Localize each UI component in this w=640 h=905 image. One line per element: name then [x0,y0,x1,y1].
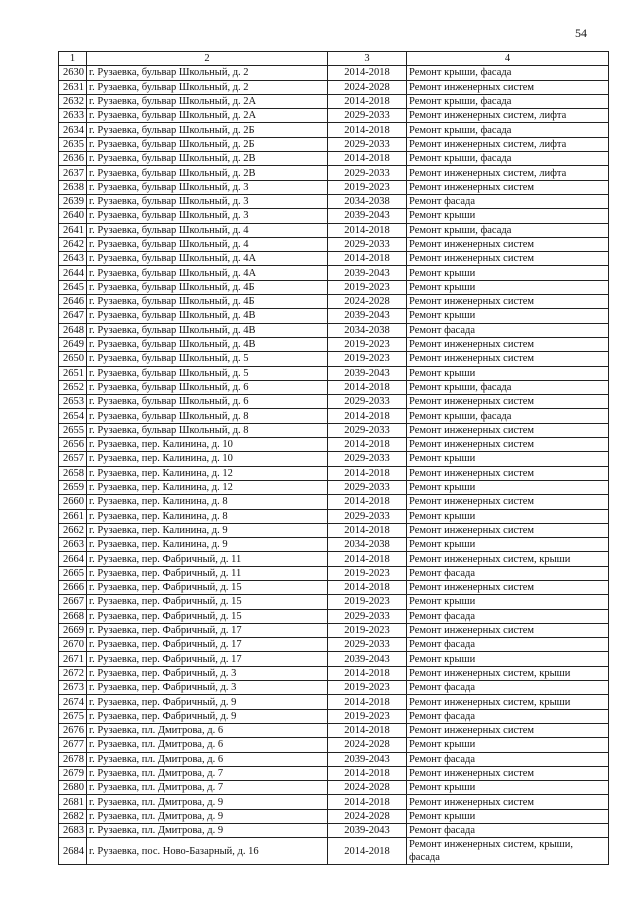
row-number-cell: 2650 [59,352,87,366]
row-number-cell: 2645 [59,280,87,294]
table-row [59,280,609,294]
table-row [59,337,609,351]
table-row [59,638,609,652]
period-cell: 2019-2023 [328,681,407,695]
work-type-cell: Ремонт инженерных систем [407,180,609,194]
table-row [59,752,609,766]
row-number-cell: 2670 [59,638,87,652]
table-row [59,695,609,709]
period-cell: 2014-2018 [328,152,407,166]
row-number-cell: 2634 [59,123,87,137]
row-number-cell: 2663 [59,538,87,552]
row-number-cell: 2638 [59,180,87,194]
work-type-cell: Ремонт инженерных систем, крыши [407,552,609,566]
address-cell: г. Рузаевка, бульвар Школьный, д. 4Б [87,295,328,309]
period-cell: 2014-2018 [328,495,407,509]
table-row [59,323,609,337]
row-number-cell: 2674 [59,695,87,709]
period-cell: 2014-2018 [328,438,407,452]
address-cell: г. Рузаевка, бульвар Школьный, д. 2 [87,66,328,80]
work-type-cell: Ремонт фасада [407,194,609,208]
address-cell: г. Рузаевка, бульвар Школьный, д. 3 [87,180,328,194]
work-type-cell: Ремонт крыши [407,452,609,466]
table-row [59,180,609,194]
period-cell: 2024-2028 [328,295,407,309]
row-number-cell: 2678 [59,752,87,766]
row-number-cell: 2643 [59,252,87,266]
work-type-cell: Ремонт инженерных систем [407,623,609,637]
address-cell: г. Рузаевка, бульвар Школьный, д. 5 [87,352,328,366]
table-row [59,652,609,666]
work-type-cell: Ремонт инженерных систем [407,438,609,452]
period-cell: 2019-2023 [328,709,407,723]
work-type-cell: Ремонт инженерных систем [407,795,609,809]
address-cell: г. Рузаевка, пл. Дмитрова, д. 6 [87,723,328,737]
address-cell: г. Рузаевка, пер. Фабричный, д. 15 [87,609,328,623]
address-cell: г. Рузаевка, пл. Дмитрова, д. 9 [87,795,328,809]
period-cell: 2024-2028 [328,809,407,823]
address-cell: г. Рузаевка, пер. Фабричный, д. 17 [87,623,328,637]
period-cell: 2039-2043 [328,652,407,666]
period-cell: 2039-2043 [328,824,407,838]
work-type-cell: Ремонт инженерных систем, крыши, фасада [407,838,609,865]
address-cell: г. Рузаевка, пл. Дмитрова, д. 9 [87,824,328,838]
address-cell: г. Рузаевка, пер. Фабричный, д. 3 [87,681,328,695]
period-cell: 2014-2018 [328,409,407,423]
table-row [59,723,609,737]
row-number-cell: 2679 [59,766,87,780]
table-row [59,309,609,323]
row-number-cell: 2684 [59,838,87,865]
table-row [59,523,609,537]
work-type-cell: Ремонт крыши [407,652,609,666]
column-header-1: 1 [59,52,87,66]
period-cell: 2039-2043 [328,209,407,223]
repair-schedule-table [58,51,609,865]
period-cell: 2014-2018 [328,666,407,680]
work-type-cell: Ремонт крыши, фасада [407,123,609,137]
row-number-cell: 2658 [59,466,87,480]
column-header-2: 2 [87,52,328,66]
row-number-cell: 2635 [59,137,87,151]
work-type-cell: Ремонт крыши [407,366,609,380]
period-cell: 2029-2033 [328,109,407,123]
address-cell: г. Рузаевка, пер. Калинина, д. 12 [87,480,328,494]
address-cell: г. Рузаевка, пер. Фабричный, д. 17 [87,638,328,652]
period-cell: 2014-2018 [328,838,407,865]
period-cell: 2029-2033 [328,423,407,437]
row-number-cell: 2665 [59,566,87,580]
work-type-cell: Ремонт инженерных систем [407,337,609,351]
row-number-cell: 2668 [59,609,87,623]
work-type-cell: Ремонт инженерных систем [407,523,609,537]
table-row [59,395,609,409]
table-row [59,795,609,809]
row-number-cell: 2636 [59,152,87,166]
period-cell: 2034-2038 [328,538,407,552]
row-number-cell: 2672 [59,666,87,680]
period-cell: 2024-2028 [328,738,407,752]
period-cell: 2029-2033 [328,166,407,180]
table-row [59,766,609,780]
work-type-cell: Ремонт инженерных систем [407,580,609,594]
work-type-cell: Ремонт крыши [407,781,609,795]
address-cell: г. Рузаевка, бульвар Школьный, д. 2А [87,94,328,108]
row-number-cell: 2630 [59,66,87,80]
work-type-cell: Ремонт фасада [407,638,609,652]
period-cell: 2029-2033 [328,237,407,251]
work-type-cell: Ремонт крыши, фасада [407,380,609,394]
period-cell: 2014-2018 [328,695,407,709]
work-type-cell: Ремонт инженерных систем, крыши [407,695,609,709]
row-number-cell: 2637 [59,166,87,180]
table-row [59,809,609,823]
work-type-cell: Ремонт фасада [407,323,609,337]
row-number-cell: 2648 [59,323,87,337]
row-number-cell: 2642 [59,237,87,251]
work-type-cell: Ремонт крыши [407,280,609,294]
table-row [59,94,609,108]
table-row [59,566,609,580]
period-cell: 2014-2018 [328,223,407,237]
work-type-cell: Ремонт инженерных систем [407,466,609,480]
row-number-cell: 2632 [59,94,87,108]
row-number-cell: 2677 [59,738,87,752]
work-type-cell: Ремонт крыши, фасада [407,409,609,423]
period-cell: 2019-2023 [328,595,407,609]
table-row [59,495,609,509]
row-number-cell: 2662 [59,523,87,537]
row-number-cell: 2673 [59,681,87,695]
address-cell: г. Рузаевка, пер. Фабричный, д. 17 [87,652,328,666]
page-number: 54 [575,26,587,40]
period-cell: 2029-2033 [328,480,407,494]
work-type-cell: Ремонт инженерных систем [407,237,609,251]
row-number-cell: 2661 [59,509,87,523]
table-row [59,838,609,865]
work-type-cell: Ремонт крыши, фасада [407,94,609,108]
address-cell: г. Рузаевка, бульвар Школьный, д. 4В [87,337,328,351]
table-row [59,466,609,480]
work-type-cell: Ремонт крыши [407,809,609,823]
table-row [59,166,609,180]
period-cell: 2039-2043 [328,366,407,380]
address-cell: г. Рузаевка, пер. Фабричный, д. 15 [87,595,328,609]
address-cell: г. Рузаевка, пер. Фабричный, д. 9 [87,695,328,709]
address-cell: г. Рузаевка, бульвар Школьный, д. 2В [87,152,328,166]
period-cell: 2014-2018 [328,466,407,480]
row-number-cell: 2641 [59,223,87,237]
table-header-row [59,52,609,66]
address-cell: г. Рузаевка, бульвар Школьный, д. 4 [87,237,328,251]
table-row [59,123,609,137]
work-type-cell: Ремонт инженерных систем [407,80,609,94]
table-row [59,137,609,151]
table-row [59,209,609,223]
address-cell: г. Рузаевка, бульвар Школьный, д. 2В [87,166,328,180]
row-number-cell: 2644 [59,266,87,280]
table-row [59,266,609,280]
period-cell: 2039-2043 [328,266,407,280]
table-row [59,438,609,452]
work-type-cell: Ремонт инженерных систем [407,352,609,366]
table-row [59,738,609,752]
address-cell: г. Рузаевка, бульвар Школьный, д. 5 [87,366,328,380]
table-row [59,781,609,795]
work-type-cell: Ремонт инженерных систем [407,423,609,437]
row-number-cell: 2656 [59,438,87,452]
table-row [59,623,609,637]
table-row [59,423,609,437]
table-row [59,824,609,838]
period-cell: 2029-2033 [328,638,407,652]
period-cell: 2024-2028 [328,80,407,94]
row-number-cell: 2654 [59,409,87,423]
work-type-cell: Ремонт фасада [407,709,609,723]
table-row [59,237,609,251]
address-cell: г. Рузаевка, бульвар Школьный, д. 3 [87,209,328,223]
address-cell: г. Рузаевка, пл. Дмитрова, д. 7 [87,781,328,795]
address-cell: г. Рузаевка, пер. Калинина, д. 9 [87,523,328,537]
row-number-cell: 2646 [59,295,87,309]
row-number-cell: 2667 [59,595,87,609]
work-type-cell: Ремонт крыши [407,509,609,523]
work-type-cell: Ремонт крыши [407,738,609,752]
address-cell: г. Рузаевка, пер. Калинина, д. 8 [87,495,328,509]
row-number-cell: 2671 [59,652,87,666]
address-cell: г. Рузаевка, пер. Калинина, д. 9 [87,538,328,552]
address-cell: г. Рузаевка, пл. Дмитрова, д. 6 [87,752,328,766]
period-cell: 2029-2033 [328,452,407,466]
period-cell: 2029-2033 [328,509,407,523]
address-cell: г. Рузаевка, пер. Калинина, д. 8 [87,509,328,523]
address-cell: г. Рузаевка, бульвар Школьный, д. 3 [87,194,328,208]
period-cell: 2014-2018 [328,795,407,809]
row-number-cell: 2683 [59,824,87,838]
address-cell: г. Рузаевка, пер. Фабричный, д. 11 [87,566,328,580]
address-cell: г. Рузаевка, бульвар Школьный, д. 8 [87,423,328,437]
work-type-cell: Ремонт крыши [407,266,609,280]
address-cell: г. Рузаевка, бульвар Школьный, д. 2А [87,109,328,123]
table-row [59,252,609,266]
table-row [59,295,609,309]
period-cell: 2019-2023 [328,180,407,194]
work-type-cell: Ремонт инженерных систем, лифта [407,166,609,180]
row-number-cell: 2675 [59,709,87,723]
row-number-cell: 2669 [59,623,87,637]
period-cell: 2019-2023 [328,337,407,351]
work-type-cell: Ремонт фасада [407,824,609,838]
address-cell: г. Рузаевка, бульвар Школьный, д. 2Б [87,137,328,151]
work-type-cell: Ремонт фасада [407,752,609,766]
work-type-cell: Ремонт инженерных систем [407,252,609,266]
address-cell: г. Рузаевка, бульвар Школьный, д. 8 [87,409,328,423]
address-cell: г. Рузаевка, бульвар Школьный, д. 6 [87,395,328,409]
table-row [59,480,609,494]
table-row [59,109,609,123]
table-row [59,366,609,380]
address-cell: г. Рузаевка, пер. Фабричный, д. 9 [87,709,328,723]
work-type-cell: Ремонт инженерных систем [407,295,609,309]
table-row [59,609,609,623]
row-number-cell: 2651 [59,366,87,380]
row-number-cell: 2680 [59,781,87,795]
row-number-cell: 2653 [59,395,87,409]
work-type-cell: Ремонт инженерных систем, крыши [407,666,609,680]
table-row [59,66,609,80]
period-cell: 2014-2018 [328,523,407,537]
period-cell: 2014-2018 [328,94,407,108]
work-type-cell: Ремонт фасада [407,609,609,623]
row-number-cell: 2647 [59,309,87,323]
work-type-cell: Ремонт крыши [407,538,609,552]
work-type-cell: Ремонт крыши, фасада [407,152,609,166]
work-type-cell: Ремонт инженерных систем, лифта [407,109,609,123]
work-type-cell: Ремонт инженерных систем [407,766,609,780]
work-type-cell: Ремонт инженерных систем, лифта [407,137,609,151]
table-row [59,509,609,523]
period-cell: 2029-2033 [328,137,407,151]
work-type-cell: Ремонт фасада [407,566,609,580]
address-cell: г. Рузаевка, пер. Фабричный, д. 11 [87,552,328,566]
work-type-cell: Ремонт инженерных систем [407,395,609,409]
table-row [59,681,609,695]
address-cell: г. Рузаевка, пл. Дмитрова, д. 9 [87,809,328,823]
period-cell: 2019-2023 [328,623,407,637]
period-cell: 2024-2028 [328,781,407,795]
work-type-cell: Ремонт крыши, фасада [407,223,609,237]
table-row [59,580,609,594]
period-cell: 2019-2023 [328,352,407,366]
row-number-cell: 2633 [59,109,87,123]
address-cell: г. Рузаевка, бульвар Школьный, д. 4А [87,266,328,280]
period-cell: 2014-2018 [328,766,407,780]
period-cell: 2029-2033 [328,609,407,623]
table-row [59,80,609,94]
work-type-cell: Ремонт крыши [407,309,609,323]
table-row [59,552,609,566]
address-cell: г. Рузаевка, пос. Ново-Базарный, д. 16 [87,838,328,865]
address-cell: г. Рузаевка, бульвар Школьный, д. 4В [87,323,328,337]
period-cell: 2014-2018 [328,252,407,266]
address-cell: г. Рузаевка, бульвар Школьный, д. 6 [87,380,328,394]
row-number-cell: 2681 [59,795,87,809]
row-number-cell: 2664 [59,552,87,566]
table-row [59,152,609,166]
work-type-cell: Ремонт крыши, фасада [407,66,609,80]
period-cell: 2019-2023 [328,566,407,580]
row-number-cell: 2640 [59,209,87,223]
work-type-cell: Ремонт инженерных систем [407,495,609,509]
table-row [59,380,609,394]
row-number-cell: 2666 [59,580,87,594]
address-cell: г. Рузаевка, бульвар Школьный, д. 2 [87,80,328,94]
period-cell: 2014-2018 [328,380,407,394]
address-cell: г. Рузаевка, бульвар Школьный, д. 2Б [87,123,328,137]
period-cell: 2029-2033 [328,395,407,409]
address-cell: г. Рузаевка, бульвар Школьный, д. 4 [87,223,328,237]
row-number-cell: 2659 [59,480,87,494]
period-cell: 2014-2018 [328,723,407,737]
work-type-cell: Ремонт крыши [407,595,609,609]
address-cell: г. Рузаевка, бульвар Школьный, д. 4В [87,309,328,323]
address-cell: г. Рузаевка, пер. Калинина, д. 10 [87,438,328,452]
period-cell: 2014-2018 [328,580,407,594]
address-cell: г. Рузаевка, бульвар Школьный, д. 4Б [87,280,328,294]
row-number-cell: 2631 [59,80,87,94]
row-number-cell: 2639 [59,194,87,208]
row-number-cell: 2660 [59,495,87,509]
row-number-cell: 2649 [59,337,87,351]
work-type-cell: Ремонт фасада [407,681,609,695]
row-number-cell: 2682 [59,809,87,823]
row-number-cell: 2652 [59,380,87,394]
period-cell: 2034-2038 [328,194,407,208]
period-cell: 2014-2018 [328,123,407,137]
address-cell: г. Рузаевка, пер. Калинина, д. 12 [87,466,328,480]
row-number-cell: 2655 [59,423,87,437]
table-row [59,595,609,609]
period-cell: 2039-2043 [328,752,407,766]
table-row [59,452,609,466]
address-cell: г. Рузаевка, пл. Дмитрова, д. 7 [87,766,328,780]
column-header-3: 3 [328,52,407,66]
address-cell: г. Рузаевка, пер. Калинина, д. 10 [87,452,328,466]
table-row [59,409,609,423]
period-cell: 2039-2043 [328,309,407,323]
work-type-cell: Ремонт инженерных систем [407,723,609,737]
period-cell: 2034-2038 [328,323,407,337]
column-header-4: 4 [407,52,609,66]
address-cell: г. Рузаевка, пер. Фабричный, д. 3 [87,666,328,680]
address-cell: г. Рузаевка, пл. Дмитрова, д. 6 [87,738,328,752]
table-row [59,352,609,366]
period-cell: 2019-2023 [328,280,407,294]
work-type-cell: Ремонт крыши [407,209,609,223]
address-cell: г. Рузаевка, пер. Фабричный, д. 15 [87,580,328,594]
address-cell: г. Рузаевка, бульвар Школьный, д. 4А [87,252,328,266]
table-row [59,709,609,723]
row-number-cell: 2657 [59,452,87,466]
work-type-cell: Ремонт крыши [407,480,609,494]
period-cell: 2014-2018 [328,552,407,566]
table-row [59,223,609,237]
row-number-cell: 2676 [59,723,87,737]
table-row [59,666,609,680]
table-row [59,538,609,552]
period-cell: 2014-2018 [328,66,407,80]
table-row [59,194,609,208]
